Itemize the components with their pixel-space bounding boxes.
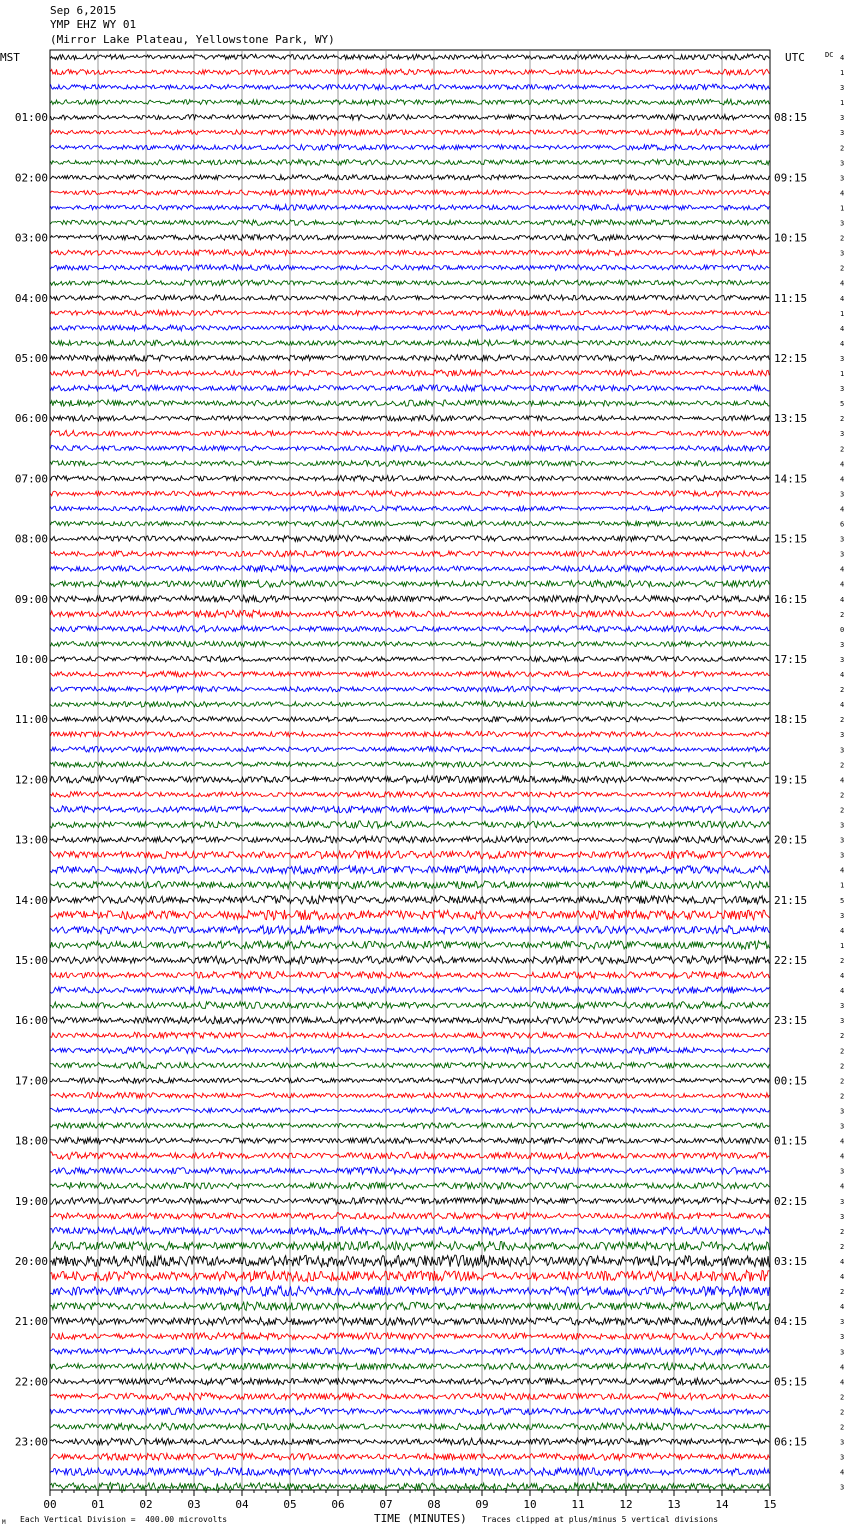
dc-offset-label: 0 <box>840 625 845 634</box>
dc-offset-label: 3 <box>840 129 845 138</box>
trace-line <box>51 1092 770 1098</box>
trace-line <box>51 641 770 647</box>
left-hour-label: 21:00 <box>14 1315 48 1329</box>
trace-line <box>51 1255 770 1267</box>
dc-offset-label: 2 <box>840 1423 845 1432</box>
dc-offset-label: 2 <box>840 1408 845 1417</box>
trace-line <box>51 762 770 768</box>
trace-line <box>51 821 770 828</box>
trace-line <box>51 1438 770 1445</box>
dc-offset-label: 3 <box>840 851 845 860</box>
trace-line <box>51 851 770 859</box>
trace-line <box>51 430 770 436</box>
dc-offset-label: 2 <box>840 1062 845 1071</box>
trace-line <box>51 190 770 196</box>
trace-line <box>51 1213 770 1220</box>
right-hour-label: 22:15 <box>774 953 808 967</box>
left-hour-label: 17:00 <box>14 1074 48 1088</box>
trace-line <box>51 205 770 211</box>
dc-offset-label: 2 <box>840 144 845 153</box>
dc-offset-label: 4 <box>840 1257 845 1266</box>
trace-line <box>51 1393 770 1400</box>
right-hour-label: 16:15 <box>774 592 808 606</box>
trace-line <box>51 746 770 752</box>
right-hour-label: 05:15 <box>774 1375 808 1389</box>
trace-line <box>51 836 770 843</box>
x-tick-label: 02 <box>139 1498 153 1511</box>
x-tick-label: 00 <box>43 1498 57 1511</box>
trace-line <box>51 1333 770 1340</box>
trace-line <box>51 1078 770 1084</box>
trace-line <box>51 806 770 813</box>
trace-line <box>51 1137 770 1143</box>
dc-offset-label: 1 <box>840 69 845 78</box>
trace-line <box>51 325 770 331</box>
trace-line <box>51 491 770 497</box>
dc-offset-label: 4 <box>840 701 845 710</box>
right-hour-label: 21:15 <box>774 893 808 907</box>
dc-offset-label: 2 <box>840 1032 845 1041</box>
x-tick-label: 04 <box>235 1498 249 1511</box>
trace-line <box>51 881 770 889</box>
trace-line <box>51 1123 770 1129</box>
dc-offset-label: 6 <box>840 520 845 529</box>
x-tick-label: 12 <box>619 1498 633 1511</box>
dc-offset-label: 2 <box>840 264 845 273</box>
trace-line <box>51 1453 770 1460</box>
trace-line <box>51 610 770 617</box>
dc-offset-label: 3 <box>840 1002 845 1011</box>
trace-line <box>51 400 770 406</box>
trace-line <box>51 1408 770 1415</box>
dc-offset-label: 2 <box>840 1288 845 1297</box>
trace-line <box>51 84 770 90</box>
left-hour-label: 15:00 <box>14 953 48 967</box>
trace-line <box>51 1286 770 1296</box>
dc-offset-label: 3 <box>840 219 845 228</box>
trace-line <box>51 475 770 481</box>
left-hour-label: 02:00 <box>14 171 48 185</box>
dc-offset-label: 3 <box>840 746 845 755</box>
trace-line <box>51 310 770 316</box>
dc-offset-label: 3 <box>840 1167 845 1176</box>
dc-offset-label: 4 <box>840 580 845 589</box>
dc-offset-label: 4 <box>840 339 845 348</box>
dc-offset-label: 2 <box>840 686 845 695</box>
dc-offset-label: 2 <box>840 610 845 619</box>
trace-line <box>51 1270 770 1281</box>
dc-offset-label: 3 <box>840 1318 845 1327</box>
x-tick-label: 13 <box>667 1498 681 1511</box>
right-hour-label: 12:15 <box>774 351 808 365</box>
left-tz-label: MST <box>0 51 20 64</box>
trace-line <box>51 595 770 602</box>
dc-offset-label: 2 <box>840 1092 845 1101</box>
dc-offset-label: 3 <box>840 836 845 845</box>
trace-line <box>51 776 770 783</box>
dc-offset-label: 2 <box>840 1077 845 1086</box>
right-hour-label: 13:15 <box>774 412 808 426</box>
dc-offset-label: 4 <box>840 294 845 303</box>
x-tick-label: 09 <box>475 1498 489 1511</box>
corner-mark: M <box>2 1519 6 1526</box>
right-hour-label: 00:15 <box>774 1074 808 1088</box>
right-hour-label: 03:15 <box>774 1254 808 1268</box>
trace-line <box>51 1152 770 1159</box>
dc-offset-label: 3 <box>840 655 845 664</box>
dc-offset-label: 2 <box>840 1242 845 1251</box>
trace-line <box>51 987 770 994</box>
right-hour-label: 01:15 <box>774 1134 808 1148</box>
dc-offset-label: 1 <box>840 941 845 950</box>
trace-line <box>51 910 770 920</box>
right-hour-label: 10:15 <box>774 231 808 245</box>
left-hour-label: 09:00 <box>14 592 48 606</box>
trace-line <box>51 506 770 512</box>
dc-offset-label: 4 <box>840 1303 845 1312</box>
x-tick-label: 15 <box>763 1498 777 1511</box>
trace-line <box>51 865 770 873</box>
dc-offset-label: 3 <box>840 1348 845 1357</box>
dc-offset-label: 4 <box>840 972 845 981</box>
left-hour-label: 05:00 <box>14 351 48 365</box>
trace-line <box>51 1108 770 1114</box>
dc-offset-label: 3 <box>840 159 845 168</box>
trace-line <box>51 144 770 150</box>
dc-offset-label: 4 <box>840 279 845 288</box>
trace-line <box>51 99 770 105</box>
trace-line <box>51 385 770 391</box>
trace-line <box>51 1348 770 1355</box>
dc-offset-label: 2 <box>840 415 845 424</box>
trace-line <box>51 445 770 451</box>
trace-line <box>51 1317 770 1325</box>
left-hour-label: 19:00 <box>14 1194 48 1208</box>
dc-offset-label: 3 <box>840 385 845 394</box>
x-tick-label: 08 <box>427 1498 441 1511</box>
trace-line <box>51 686 770 692</box>
dc-offset-label: 4 <box>840 1137 845 1146</box>
dc-offset-label: 4 <box>840 1363 845 1372</box>
trace-line <box>51 701 770 707</box>
left-hour-label: 11:00 <box>14 713 48 727</box>
left-hour-label: 03:00 <box>14 231 48 245</box>
left-hour-label: 04:00 <box>14 291 48 305</box>
dc-offset-label: 3 <box>840 249 845 258</box>
trace-line <box>51 1468 770 1476</box>
dc-offset-label: 1 <box>840 309 845 318</box>
dc-offset-label: 3 <box>840 1122 845 1131</box>
dc-offset-label: 4 <box>840 565 845 574</box>
dc-offset-label: 3 <box>840 821 845 830</box>
trace-line <box>51 1378 770 1385</box>
dc-offset-label: 3 <box>840 114 845 123</box>
dc-offset-label: 3 <box>840 354 845 363</box>
dc-offset-label: 4 <box>840 1152 845 1161</box>
trace-line <box>51 1062 770 1068</box>
trace-line <box>51 1017 770 1024</box>
dc-offset-label: 4 <box>840 595 845 604</box>
dc-offset-label: 4 <box>840 475 845 484</box>
dc-label: DC <box>825 51 834 59</box>
dc-offset-label: 3 <box>840 1333 845 1342</box>
left-hour-label: 01:00 <box>14 111 48 125</box>
dc-offset-label: 3 <box>840 1197 845 1206</box>
dc-offset-label: 2 <box>840 956 845 965</box>
trace-line <box>51 415 770 421</box>
right-hour-label: 19:15 <box>774 773 808 787</box>
left-hour-label: 07:00 <box>14 472 48 486</box>
trace-line <box>51 159 770 165</box>
dc-offset-label: 2 <box>840 761 845 770</box>
dc-offset-label: 3 <box>840 640 845 649</box>
trace-line <box>51 671 770 677</box>
left-hour-label: 23:00 <box>14 1435 48 1449</box>
x-tick-label: 07 <box>379 1498 393 1511</box>
dc-offset-label: 4 <box>840 505 845 514</box>
dc-offset-label: 3 <box>840 550 845 559</box>
dc-offset-label: 5 <box>840 400 845 409</box>
dc-offset-label: 3 <box>840 911 845 920</box>
trace-line <box>51 565 770 571</box>
dc-offset-label: 4 <box>840 189 845 198</box>
trace-line <box>51 1182 770 1189</box>
trace-line <box>51 265 770 271</box>
x-tick-label: 01 <box>91 1498 105 1511</box>
clip-note: Traces clipped at plus/minus 5 vertical divisions <box>482 1515 719 1524</box>
dc-offset-label: 4 <box>840 1468 845 1477</box>
trace-line <box>51 792 770 798</box>
dc-offset-label: 3 <box>840 490 845 499</box>
right-hour-label: 18:15 <box>774 713 808 727</box>
trace-line <box>51 972 770 979</box>
trace-line <box>51 656 770 662</box>
left-hour-label: 08:00 <box>14 532 48 546</box>
dc-offset-label: 3 <box>840 1212 845 1221</box>
trace-line <box>51 54 770 60</box>
right-hour-label: 15:15 <box>774 532 808 546</box>
trace-line <box>51 295 770 301</box>
dc-offset-label: 4 <box>840 987 845 996</box>
dc-offset-label: 4 <box>840 54 845 62</box>
dc-offset-label: 2 <box>840 234 845 243</box>
left-hour-label: 16:00 <box>14 1014 48 1028</box>
dc-offset-label: 1 <box>840 370 845 379</box>
trace-line <box>51 129 770 135</box>
trace-line <box>51 580 770 587</box>
left-hour-label: 14:00 <box>14 893 48 907</box>
trace-line <box>51 521 770 527</box>
dc-offset-label: 2 <box>840 1047 845 1056</box>
dc-offset-label: 3 <box>840 535 845 544</box>
trace-line <box>51 1241 770 1251</box>
right-hour-label: 02:15 <box>774 1194 808 1208</box>
x-tick-label: 03 <box>187 1498 201 1511</box>
scale-note: Each Vertical Division = 400.00 microvolts <box>20 1515 228 1524</box>
left-hour-label: 06:00 <box>14 412 48 426</box>
trace-line <box>51 551 770 557</box>
x-axis-title: TIME (MINUTES) <box>374 1512 467 1525</box>
trace-line <box>51 1032 770 1038</box>
x-tick-label: 06 <box>331 1498 345 1511</box>
dc-offset-label: 3 <box>840 1483 845 1492</box>
right-hour-label: 06:15 <box>774 1435 808 1449</box>
left-hour-label: 10:00 <box>14 652 48 666</box>
left-hour-label: 18:00 <box>14 1134 48 1148</box>
trace-line <box>51 250 770 256</box>
dc-offset-label: 3 <box>840 1107 845 1116</box>
dc-offset-label: 4 <box>840 1378 845 1387</box>
trace-line <box>51 1302 770 1310</box>
dc-offset-label: 3 <box>840 430 845 439</box>
trace-line <box>51 280 770 286</box>
right-hour-label: 04:15 <box>774 1315 808 1329</box>
trace-line <box>51 1047 770 1053</box>
dc-offset-label: 2 <box>840 806 845 815</box>
dc-offset-label: 3 <box>840 1017 845 1026</box>
x-tick-label: 10 <box>523 1498 537 1511</box>
dc-offset-label: 5 <box>840 896 845 905</box>
dc-offset-label: 1 <box>840 99 845 108</box>
trace-line <box>51 370 770 376</box>
dc-offset-label: 3 <box>840 1438 845 1447</box>
trace-line <box>51 896 770 904</box>
right-hour-label: 09:15 <box>774 171 808 185</box>
trace-line <box>51 220 770 226</box>
trace-line <box>51 340 770 346</box>
dc-offset-label: 2 <box>840 1227 845 1236</box>
right-hour-label: 14:15 <box>774 472 808 486</box>
dc-offset-label: 1 <box>840 204 845 213</box>
trace-line <box>51 1167 770 1174</box>
left-hour-label: 22:00 <box>14 1375 48 1389</box>
trace-line <box>51 69 770 75</box>
dc-offset-label: 2 <box>840 791 845 800</box>
dc-offset-label: 4 <box>840 1273 845 1282</box>
trace-line <box>51 626 770 632</box>
right-hour-label: 23:15 <box>774 1014 808 1028</box>
left-hour-label: 20:00 <box>14 1254 48 1268</box>
dc-offset-label: 2 <box>840 1393 845 1402</box>
dc-offset-label: 3 <box>840 174 845 183</box>
dc-offset-label: 2 <box>840 445 845 454</box>
right-hour-label: 11:15 <box>774 291 808 305</box>
dc-offset-label: 3 <box>840 731 845 740</box>
trace-line <box>51 731 770 737</box>
right-hour-label: 20:15 <box>774 833 808 847</box>
dc-offset-label: 3 <box>840 1453 845 1462</box>
dc-offset-label: 4 <box>840 926 845 935</box>
trace-line <box>51 175 770 180</box>
trace-line <box>51 1227 770 1235</box>
trace-line <box>51 1002 770 1009</box>
trace-line <box>51 1197 770 1204</box>
left-hour-label: 12:00 <box>14 773 48 787</box>
trace-line <box>51 235 770 241</box>
trace-line <box>51 114 770 120</box>
trace-line <box>51 1363 770 1370</box>
trace-line <box>51 956 770 964</box>
dc-offset-label: 4 <box>840 324 845 333</box>
right-hour-label: 08:15 <box>774 111 808 125</box>
x-tick-label: 14 <box>715 1498 729 1511</box>
trace-line <box>51 716 770 722</box>
dc-offset-label: 4 <box>840 460 845 469</box>
trace-line <box>51 926 770 934</box>
left-hour-label: 13:00 <box>14 833 48 847</box>
trace-line <box>51 1423 770 1430</box>
station-label: YMP EHZ WY 01 <box>50 18 137 31</box>
dc-offset-label: 2 <box>840 716 845 725</box>
x-tick-label: 11 <box>571 1498 585 1511</box>
dc-offset-label: 4 <box>840 776 845 785</box>
dc-offset-label: 4 <box>840 866 845 875</box>
trace-line <box>51 355 770 361</box>
location-label: (Mirror Lake Plateau, Yellowstone Park, WY) <box>50 33 335 46</box>
right-hour-label: 17:15 <box>774 652 808 666</box>
trace-line <box>51 461 770 467</box>
dc-offset-label: 1 <box>840 881 845 890</box>
dc-offset-label: 4 <box>840 671 845 680</box>
dc-offset-label: 3 <box>840 84 845 93</box>
date-label: Sep 6,2015 <box>50 4 117 17</box>
right-tz-label: UTC <box>785 51 805 64</box>
x-tick-label: 05 <box>283 1498 297 1511</box>
dc-offset-label: 4 <box>840 1182 845 1191</box>
trace-line <box>51 535 770 541</box>
trace-line <box>51 941 770 949</box>
